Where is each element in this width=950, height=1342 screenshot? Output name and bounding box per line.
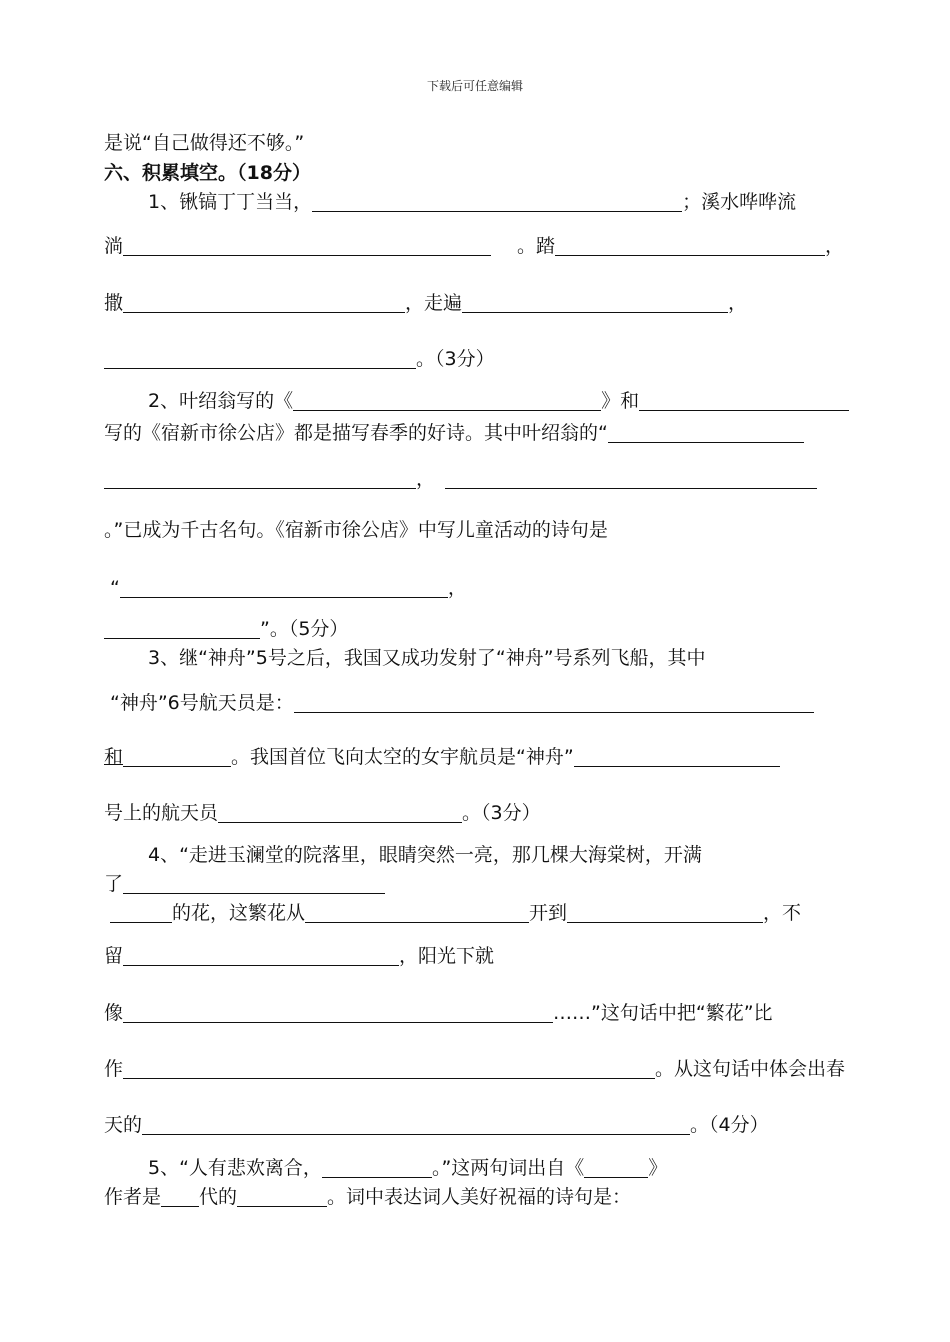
blank[interactable] [123,746,231,767]
q4-line6: 作 。从这句话中体会出春 [104,1058,846,1080]
q3-line3: 和 。我国首位飞向太空的女宇航员是“神舟” [104,744,780,770]
q4-line4: 留 ，阳光下就 [104,945,495,967]
blank[interactable] [294,692,814,713]
blank[interactable] [142,1114,690,1135]
q1-line2: 淌 。踏 ， [104,235,845,257]
blank[interactable] [104,348,416,369]
blank[interactable] [237,1186,327,1207]
blank[interactable] [293,390,601,411]
blank[interactable] [608,422,804,443]
q2-line2: 写的《宿新市徐公店》都是描写春季的好诗。其中叶绍翁的“ [104,420,804,446]
q2-line3: ， [104,466,817,492]
blank[interactable] [639,390,849,411]
blank[interactable] [120,577,448,598]
q4-line2: 了 [104,871,385,897]
blank[interactable] [322,1157,432,1178]
q4-line3: 的花，这繁花从 开到 ，不 [104,900,801,926]
blank[interactable] [123,1058,655,1079]
blank[interactable] [123,945,399,966]
blank[interactable] [104,468,416,489]
q3-line2: “神舟”6号航天员是： [110,690,814,716]
q1-line1: 1、锹镐丁丁当当， ；溪水哗哗流 [148,191,797,213]
q4-line7: 天的 。（4分） [104,1114,769,1136]
q3-line1: 3、继“神舟”5号之后，我国又成功发射了“神舟”号系列飞船，其中 [148,647,706,669]
blank[interactable] [123,873,385,894]
blank[interactable] [123,235,491,256]
q4-line1: 4、“走进玉澜堂的院落里，眼睛突然一亮，那几棵大海棠树，开满 [148,844,702,866]
blank[interactable] [574,746,780,767]
section-title: 六、积累填空。（18分） [104,162,311,184]
carryover-line: 是说“自己做得还不够。” [104,132,305,154]
blank[interactable] [110,902,172,923]
blank[interactable] [555,235,825,256]
q5-line1: 5、“人有悲欢离合， 。”这两句词出自《 》 [148,1157,668,1179]
blank[interactable] [218,802,462,823]
q5-line2: 作者是 代的 。词中表达词人美好祝福的诗句是： [104,1186,632,1208]
page-header: 下载后可任意编辑 [426,79,523,93]
blank[interactable] [161,1186,199,1207]
blank[interactable] [123,292,405,313]
blank[interactable] [462,292,728,313]
q2-line4: 。”已成为千古名句。《宿新市徐公店》中写儿童活动的诗句是 [104,519,608,541]
q2-line1: 2、叶绍翁写的《 》和 [148,388,849,414]
q1-line3: 撒 ，走遍 ， [104,292,748,314]
blank[interactable] [567,902,763,923]
q2-line5: “ ， [110,577,467,599]
blank[interactable] [123,1002,553,1023]
blank[interactable] [312,191,682,212]
q2-line6: ”。（5分） [104,616,348,642]
blank[interactable] [445,468,817,489]
blank[interactable] [305,902,529,923]
q4-line5: 像 ……”这句话中把“繁花”比 [104,1002,773,1024]
blank[interactable] [104,618,260,639]
q3-line4: 号上的航天员 。（3分） [104,802,541,824]
q1-line4: 。（3分） [104,346,495,372]
blank[interactable] [584,1157,648,1178]
